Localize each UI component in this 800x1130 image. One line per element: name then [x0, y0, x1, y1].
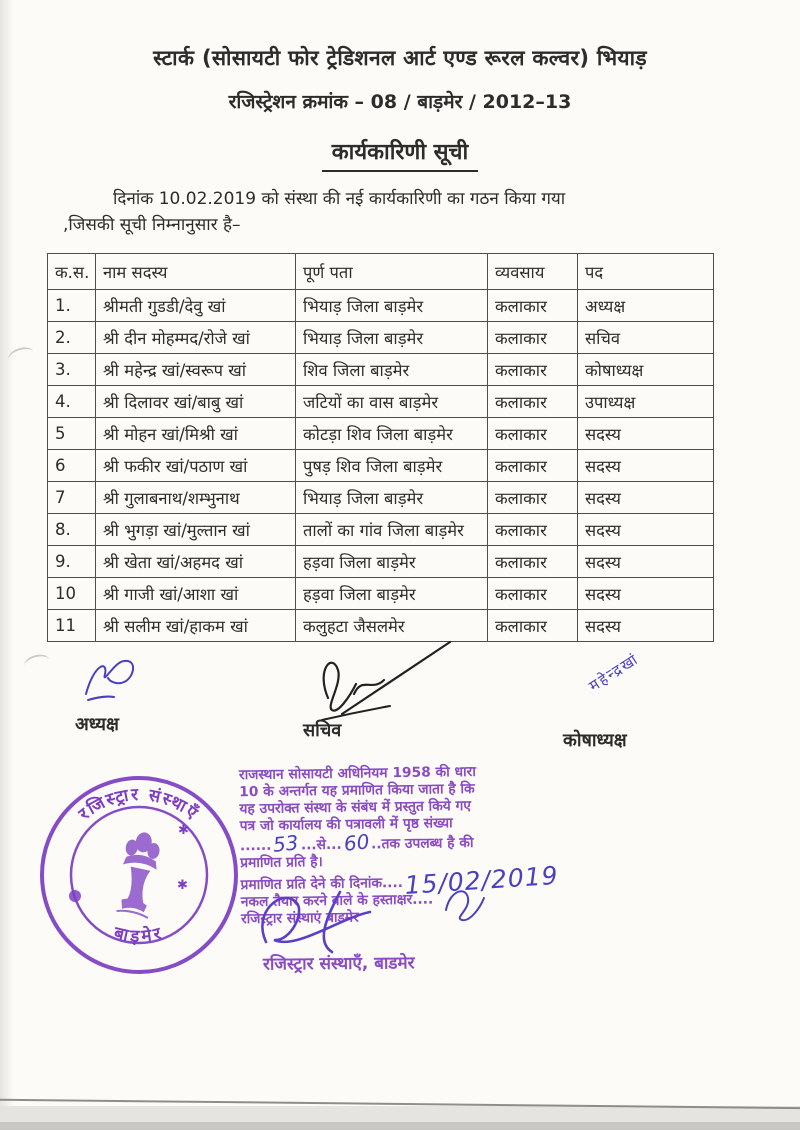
table-row	[48, 482, 714, 514]
organization-title: स्टार्क (सोसायटी फोर ट्रेडिशनल आर्ट एण्ड रूरल कल्वर) भियाड़	[153, 46, 647, 70]
stamp-dots: ......	[239, 837, 272, 855]
table-cell: कलुहटा जैसलमेर	[296, 610, 488, 642]
table-cell: कलाकार	[488, 386, 578, 418]
table-cell: 5	[48, 418, 96, 450]
secretary-signature	[298, 636, 458, 728]
table-cell: कलाकार	[488, 514, 578, 546]
table-cell: श्री दिलावर खां/बाबु खां	[96, 386, 296, 418]
table-cell: कलाकार	[488, 578, 578, 610]
seal-top-text: रजिस्ट्रार संस्थाएँ	[75, 784, 203, 825]
registration-number-line: रजिस्ट्रेशन क्रमांक – 08 / बाड़मेर / 2012–13	[228, 91, 572, 113]
scanner-background	[0, 1122, 800, 1130]
handwritten-page-from: 53	[272, 830, 300, 857]
table-cell: श्री खेता खां/अहमद खां	[96, 546, 296, 578]
table-row	[48, 514, 714, 546]
table-cell: कलाकार	[488, 546, 578, 578]
handwritten-date: 15/02/2019	[404, 860, 560, 900]
treasurer-label: कोषाध्यक्ष	[563, 730, 627, 751]
secretary-label: सचिव	[303, 720, 342, 741]
punch-hole-mark	[22, 652, 51, 674]
table-cell: सदस्य	[578, 482, 714, 514]
stamp-line: राजस्थान सोसायटी अधिनियम 1958 की धारा	[238, 763, 476, 784]
table-row	[48, 290, 714, 322]
table-cell: कलाकार	[488, 322, 578, 354]
document-header	[35, 44, 765, 172]
registrar-round-seal	[33, 768, 245, 984]
col-header-name: नाम सदस्य	[96, 254, 296, 290]
president-signature	[80, 652, 166, 712]
table-cell: सदस्य	[578, 450, 714, 482]
table-cell: 4.	[48, 386, 96, 418]
table-cell: श्री महेन्द्र खां/स्वरूप खां	[96, 354, 296, 386]
seal-right-star: ✱	[178, 823, 189, 838]
table-cell: 8.	[48, 514, 96, 546]
table-cell: जटियों का वास बाड़मेर	[296, 386, 488, 418]
table-cell: सदस्य	[578, 514, 714, 546]
treasurer-signature: महेन्द्रखां	[585, 649, 643, 696]
table-cell: 1.	[48, 290, 96, 322]
table-cell: भियाड़ जिला बाड़मेर	[296, 482, 488, 514]
table-cell: कोटड़ा शिव जिला बाड़मेर	[296, 418, 488, 450]
col-header-address: पूर्ण पता	[296, 254, 488, 290]
stamp-text: ..तक उपलब्ध है की	[371, 834, 474, 853]
table-cell: 9.	[48, 546, 96, 578]
stamp-line: पत्र जो कार्यालय की पत्रावली में पृष्ठ संख्या	[239, 815, 453, 835]
table-cell: हड़वा जिला बाड़मेर	[296, 578, 488, 610]
ashoka-emblem-icon	[115, 830, 162, 918]
seal-left-dot	[69, 890, 81, 902]
table-cell: श्री फकीर खां/पठाण खां	[96, 450, 296, 482]
table-cell: भियाड़ जिला बाड़मेर	[296, 290, 488, 322]
table-cell: पुषड़ शिव जिला बाड़मेर	[296, 450, 488, 482]
intro-line-1: दिनांक 10.02.2019 को संस्था की नई कार्यकारिणी का गठन किया गया	[113, 189, 566, 209]
table-cell: अध्यक्ष	[578, 290, 714, 322]
registrar-designation-stamp: रजिस्ट्रार संस्थाएँ, बाडमेर	[262, 953, 415, 975]
table-cell: श्री गाजी खां/आशा खां	[96, 578, 296, 610]
col-header-serial: क.स.	[48, 254, 96, 290]
svg-text:बाड़मेर	[111, 923, 166, 947]
executive-members-table	[47, 253, 714, 642]
table-cell: सदस्य	[578, 418, 714, 450]
document-title: कार्यकारिणी सूची	[322, 136, 478, 172]
table-cell: सदस्य	[578, 610, 714, 642]
table-row	[48, 546, 714, 578]
president-label: अध्यक्ष	[75, 714, 119, 735]
seal-bottom-text: बाड़मेर	[112, 923, 167, 947]
table-cell: भियाड़ जिला बाड़मेर	[296, 322, 488, 354]
table-cell: कलाकार	[488, 482, 578, 514]
table-row	[48, 386, 714, 418]
intro-paragraph	[63, 186, 731, 238]
members-table-body	[48, 290, 714, 642]
handwritten-page-to: 60	[342, 829, 371, 856]
table-cell: श्रीमती गुडडी/देवु खां	[96, 290, 296, 322]
col-header-occupation: व्यवसाय	[488, 254, 578, 290]
table-cell: कलाकार	[488, 290, 578, 322]
table-cell: सदस्य	[578, 578, 714, 610]
table-cell: सचिव	[578, 322, 714, 354]
table-cell: हड़वा जिला बाड़मेर	[296, 546, 488, 578]
stamp-line: यह उपरोक्त संस्था के संबंध में प्रस्तुत किये गए	[239, 797, 472, 818]
stamp-line: नकल तैयार करने वाले के हस्ताक्षर....	[240, 891, 434, 911]
stamp-line: प्रमाणित प्रति है।	[240, 854, 323, 872]
table-cell: कलाकार	[488, 450, 578, 482]
scan-left-shadow	[0, 0, 14, 1130]
table-cell: 11	[48, 610, 96, 642]
table-cell: 10	[48, 578, 96, 610]
table-cell: श्री गुलाबनाथ/शम्भुनाथ	[96, 482, 296, 514]
stamp-text: प्रमाणित प्रति देने की दिनांक....	[240, 874, 404, 894]
table-cell: उपाध्यक्ष	[578, 386, 714, 418]
table-cell: कलाकार	[488, 610, 578, 642]
stamp-dots: ...से...	[300, 836, 342, 854]
table-cell: 2.	[48, 322, 96, 354]
table-cell: श्री सलीम खां/हाकम खां	[96, 610, 296, 642]
table-cell: सदस्य	[578, 546, 714, 578]
table-cell: श्री मोहन खां/मिश्री खां	[96, 418, 296, 450]
col-header-post: पद	[578, 254, 714, 290]
stamp-line: रजिस्ट्रार संस्थाएं बाडमेर	[240, 909, 359, 928]
table-cell: कलाकार	[488, 418, 578, 450]
table-row	[48, 322, 714, 354]
table-row	[48, 578, 714, 610]
clerk-initials-scribble	[436, 880, 490, 924]
intro-line-2: ,जिसकी सूची निम्नानुसार है–	[63, 215, 241, 235]
table-cell: कोषाध्यक्ष	[578, 354, 714, 386]
table-row	[48, 354, 714, 386]
table-cell: कलाकार	[488, 354, 578, 386]
table-header-row	[48, 254, 714, 290]
table-row	[48, 418, 714, 450]
table-cell: 7	[48, 482, 96, 514]
table-cell: शिव जिला बाड़मेर	[296, 354, 488, 386]
seal-right-star: ✱	[177, 878, 188, 893]
table-cell: तालों का गांव जिला बाड़मेर	[296, 514, 488, 546]
table-cell: 3.	[48, 354, 96, 386]
table-cell: श्री भुगड़ा खां/मुल्तान खां	[96, 514, 296, 546]
table-row	[48, 450, 714, 482]
registrar-signature	[248, 884, 398, 960]
table-cell: 6	[48, 450, 96, 482]
stamp-line: 10 के अन्तर्गत यह प्रमाणित किया जाता है कि	[239, 780, 475, 801]
table-cell: श्री दीन मोहम्मद/रोजे खां	[96, 322, 296, 354]
